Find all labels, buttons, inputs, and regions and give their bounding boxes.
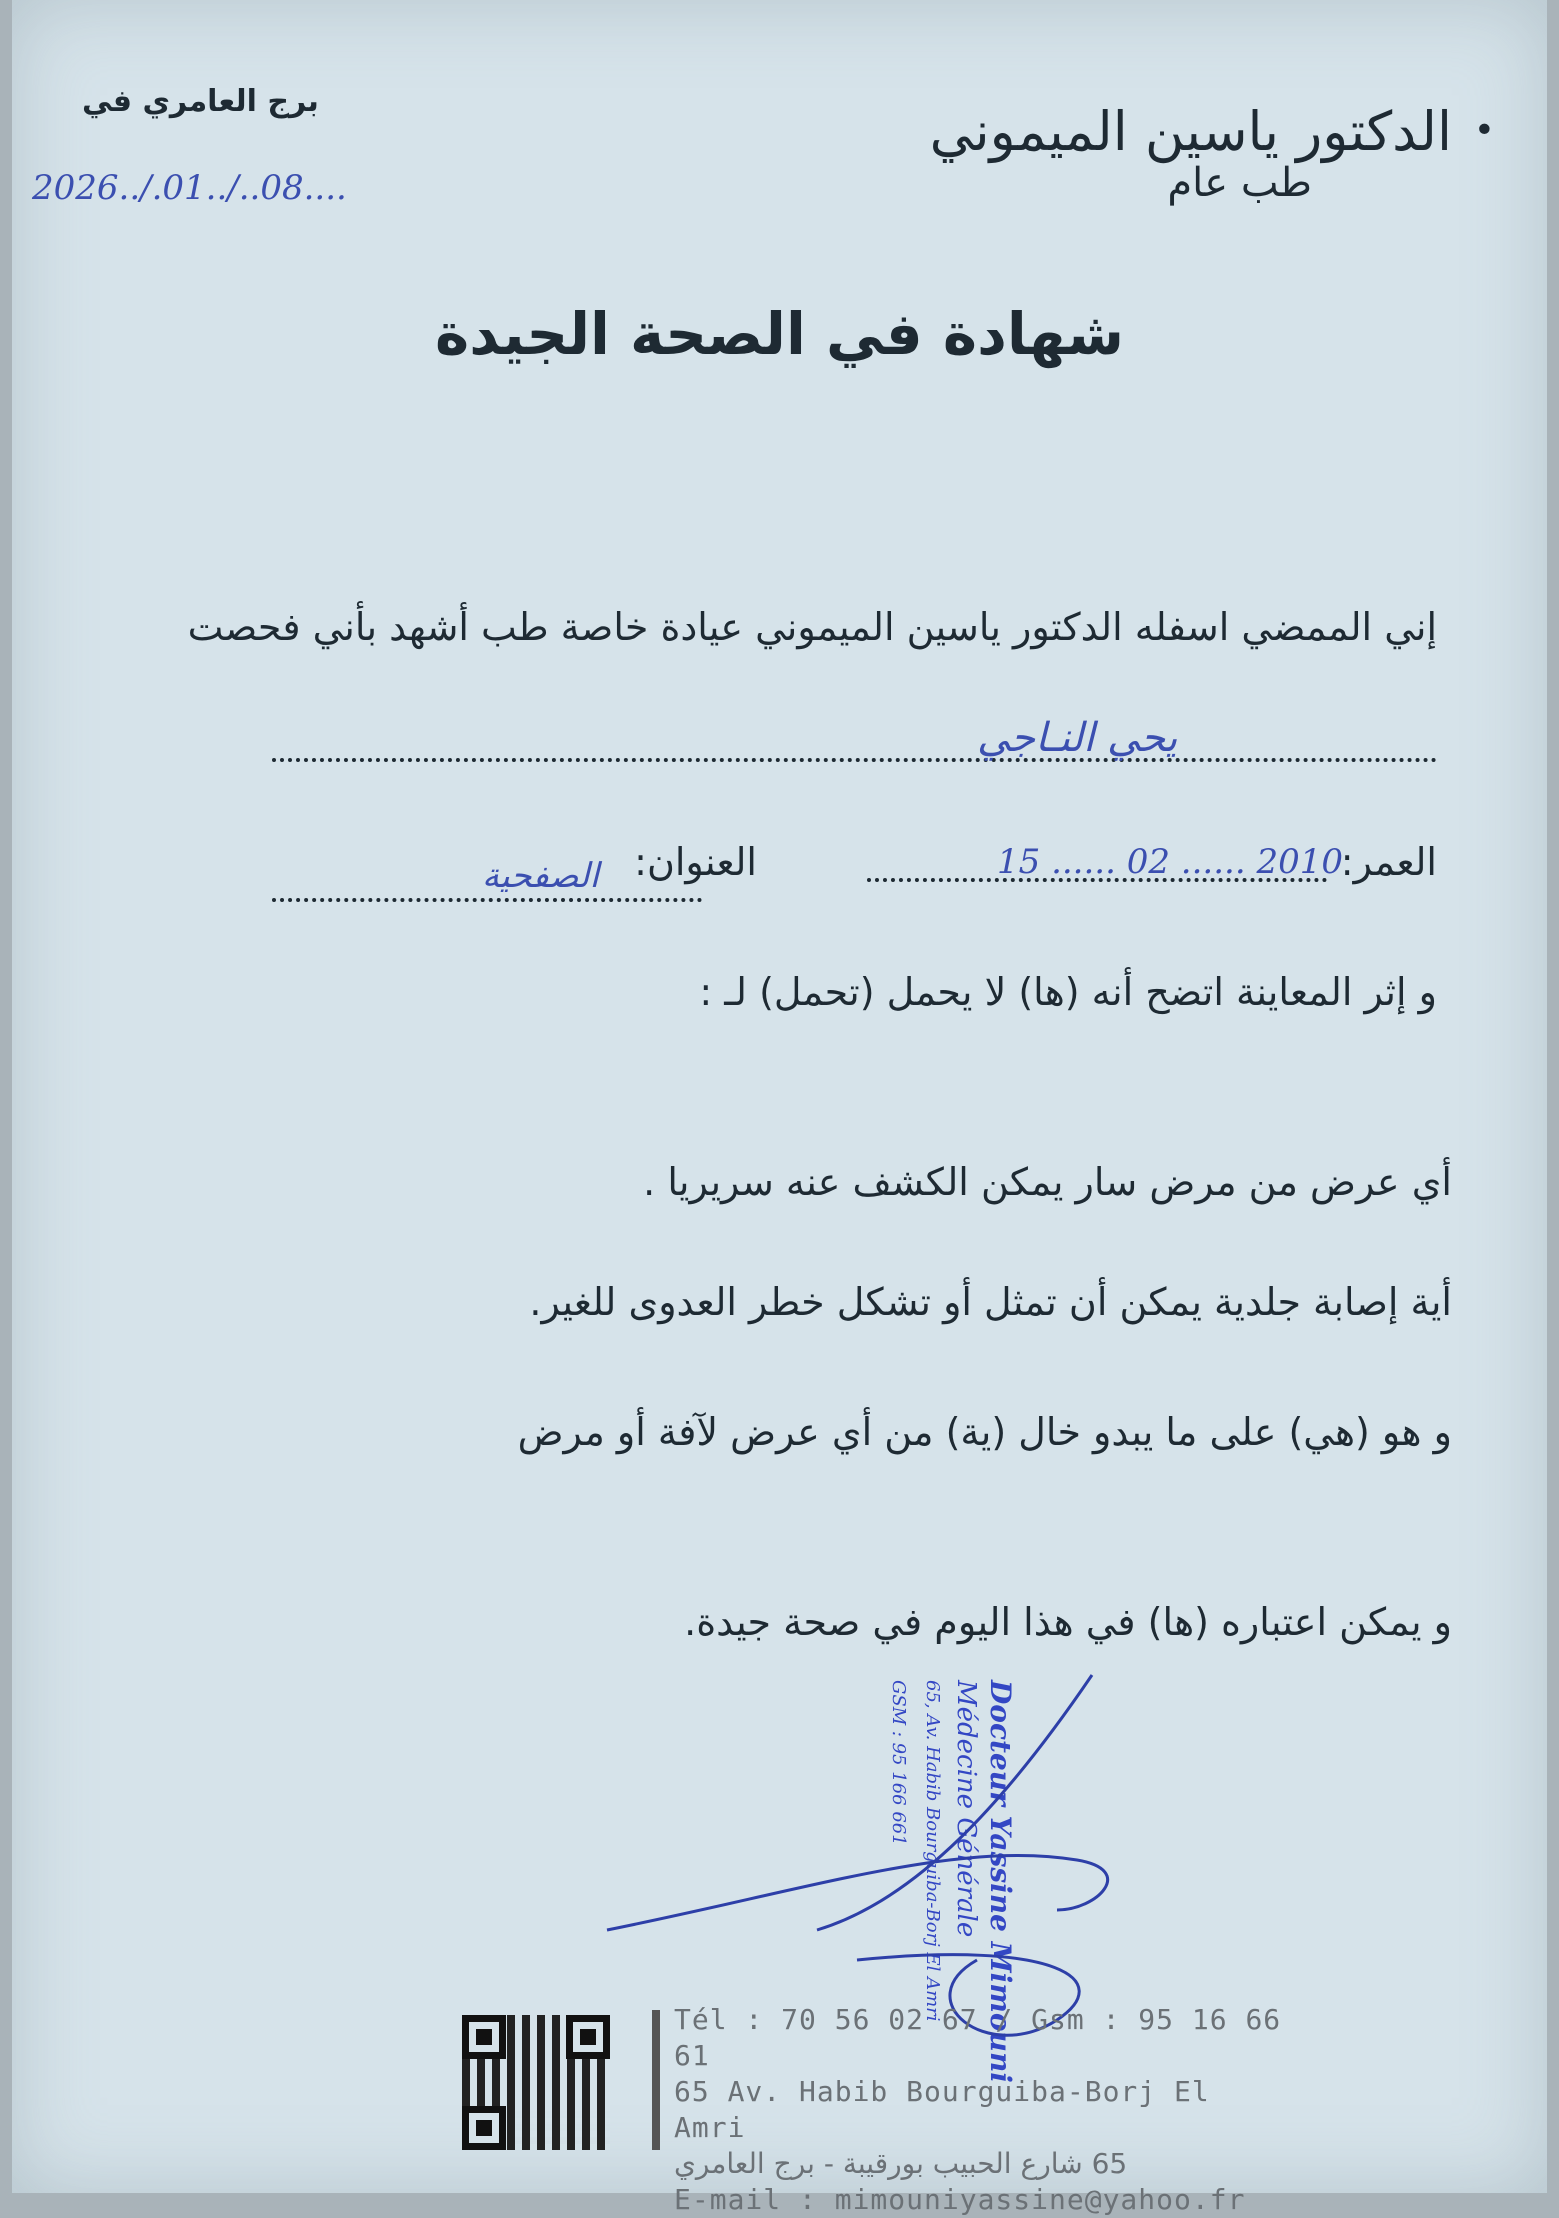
- handwritten-date: 2026../.01../..08....: [32, 168, 347, 208]
- stamp-name: Docteur Yassine Mimouni: [984, 1680, 1017, 2083]
- stamp-gsm: GSM : 95 166 661: [888, 1680, 909, 1846]
- city-label: برج العامري في: [82, 84, 319, 119]
- doctor-specialty: طب عام: [1167, 160, 1312, 206]
- patient-name: يحي النـاجي: [977, 715, 1178, 761]
- header-bullet: •: [1473, 110, 1495, 151]
- conclusion-line: و يمكن اعتباره (ها) في هذا اليوم في صحة جيدة.: [684, 1600, 1452, 1644]
- attestation-line: إني الممضي اسفله الدكتور ياسين الميموني عيادة خاصة طب أشهد بأني فحصت: [187, 605, 1437, 649]
- footer-address-ar: 65 شارع الحبيب بورقيبة - برج العامري: [674, 2147, 1128, 2180]
- stamp-specialty: Médecine Générale: [951, 1680, 981, 1938]
- footer-email: E-mail : mimouniyassine@yahoo.fr: [674, 2183, 1246, 2216]
- certificate-title: شهادة في الصحة الجيدة: [434, 300, 1124, 368]
- condition-line-1: أي عرض من مرض سار يمكن الكشف عنه سريريا .: [643, 1160, 1452, 1204]
- footer-address-fr: 65 Av. Habib Bourguiba-Borj El Amri: [674, 2075, 1210, 2144]
- examination-result-line: و إثر المعاينة اتضح أنه (ها) لا يحمل (تحمل) لـ :: [699, 970, 1437, 1014]
- footer-tel: Tél : 70 56 02 67 / Gsm : 95 16 66 61: [674, 2003, 1282, 2072]
- age-value: 15 ...... 02 ...... 2010: [997, 842, 1343, 882]
- stamp-address: 65, Av. Habib Bourguiba-Borj El Amri: [922, 1680, 943, 2022]
- doctor-name: الدكتور ياسين الميموني: [929, 100, 1452, 163]
- address-label: العنوان:: [634, 840, 757, 884]
- condition-line-2: أية إصابة جلدية يمكن أن تمثل أو تشكل خطر العدوى للغير.: [529, 1280, 1452, 1324]
- condition-line-3: و هو (هي) على ما يبدو خال (ية) من أي عرض لآفة أو مرض: [517, 1410, 1452, 1454]
- address-value: الصفحية: [482, 856, 599, 896]
- qr-code: [462, 2015, 610, 2150]
- patient-name-dotted-line: [272, 748, 1437, 762]
- age-label: العمر:: [1340, 840, 1437, 884]
- certificate-paper: [12, 0, 1547, 2216]
- footer-contact: [652, 2002, 1292, 2218]
